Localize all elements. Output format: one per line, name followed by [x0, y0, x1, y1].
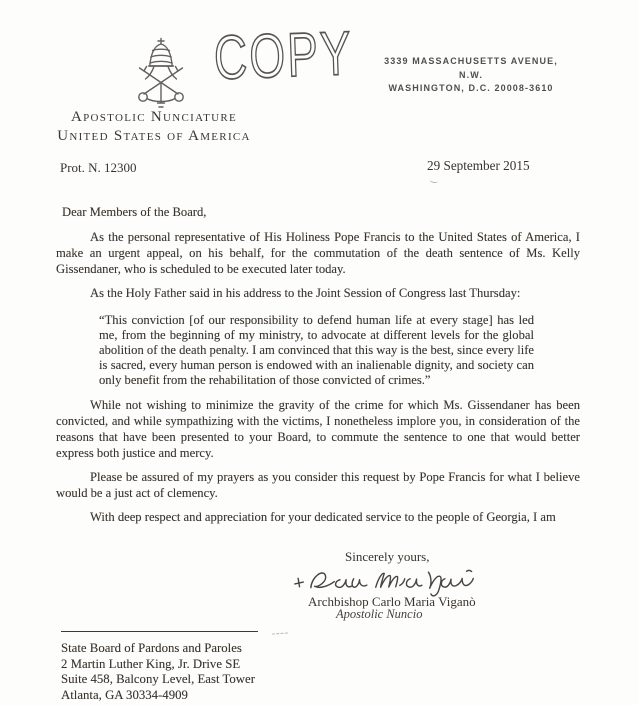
paragraph-implore: While not wishing to minimize the gravity of the crime for which Ms. Gissendaner has been convicted, and while sympathizing with the victims, I nonetheless implore you, in consideration of the reasons that have been presented to your Board, to commute the sentence to one that would better express both justice and mercy.	[56, 398, 580, 460]
pope-francis-quote: “This conviction [of our responsibility to defend human life at every stage] has led me, from the beginning of my ministry, to advocate at different levels for the global abolition of the death penalty. I am convinced that this way is the best, since every life is sacred, every human person is endowed with an inalienable dignity, and society can only benefit from the rehabilitation of those convicted of crimes.”	[99, 313, 534, 387]
recipient-line-4: Atlanta, GA 30334-4909	[61, 687, 188, 702]
organization-line1: Apostolic Nunciature	[70, 109, 238, 125]
letterhead-address-line2: WASHINGTON, D.C. 20008-3610	[388, 83, 554, 93]
valediction: Sincerely yours,	[345, 549, 430, 564]
scan-smudge	[430, 177, 439, 183]
letterhead-address-line1: 3339 MASSACHUSETTS AVENUE, N.W.	[384, 56, 558, 80]
recipient-line-2: 2 Martin Luther King, Jr. Drive SE	[61, 656, 241, 671]
recipient-line-1: State Board of Pardons and Paroles	[61, 641, 242, 655]
organization-name	[40, 108, 268, 146]
letterhead-address	[371, 55, 571, 96]
paragraph-quote-intro: As the Holy Father said in his address to the Joint Session of Congress last Thursday:	[90, 286, 521, 300]
scan-smudge-divider	[272, 632, 288, 637]
paragraph-appeal: As the personal representative of His Holiness Pope Francis to the United States of America, I make an urgent appeal, on his behalf, for the commutation of the death sentence of Ms. Kelly Gissendaner, who is scheduled to be executed later today.	[56, 230, 580, 276]
salutation: Dear Members of the Board,	[62, 205, 207, 219]
recipient-address	[61, 641, 255, 703]
organization-line2: United States of America	[57, 128, 251, 144]
signer-title: Apostolic Nuncio	[336, 607, 423, 621]
paragraph-prayers: Please be assured of my prayers as you consider this request by Pope Francis for what I believe would be a just act of clemency.	[56, 470, 580, 500]
papal-tiara-crossed-keys-icon	[131, 37, 191, 109]
copy-stamp: COPY	[212, 19, 355, 93]
protocol-number: Prot. N. 12300	[60, 160, 137, 175]
signer-name: Archbishop Carlo Maria Viganò	[308, 594, 476, 609]
recipient-divider	[61, 631, 258, 632]
recipient-line-3: Suite 458, Balcony Level, East Tower	[61, 672, 255, 687]
paragraph-respect: With deep respect and appreciation for your dedicated service to the people of Georgia, I am	[90, 510, 556, 524]
letter-date: 29 September 2015	[427, 158, 530, 173]
letter-body	[56, 204, 580, 533]
